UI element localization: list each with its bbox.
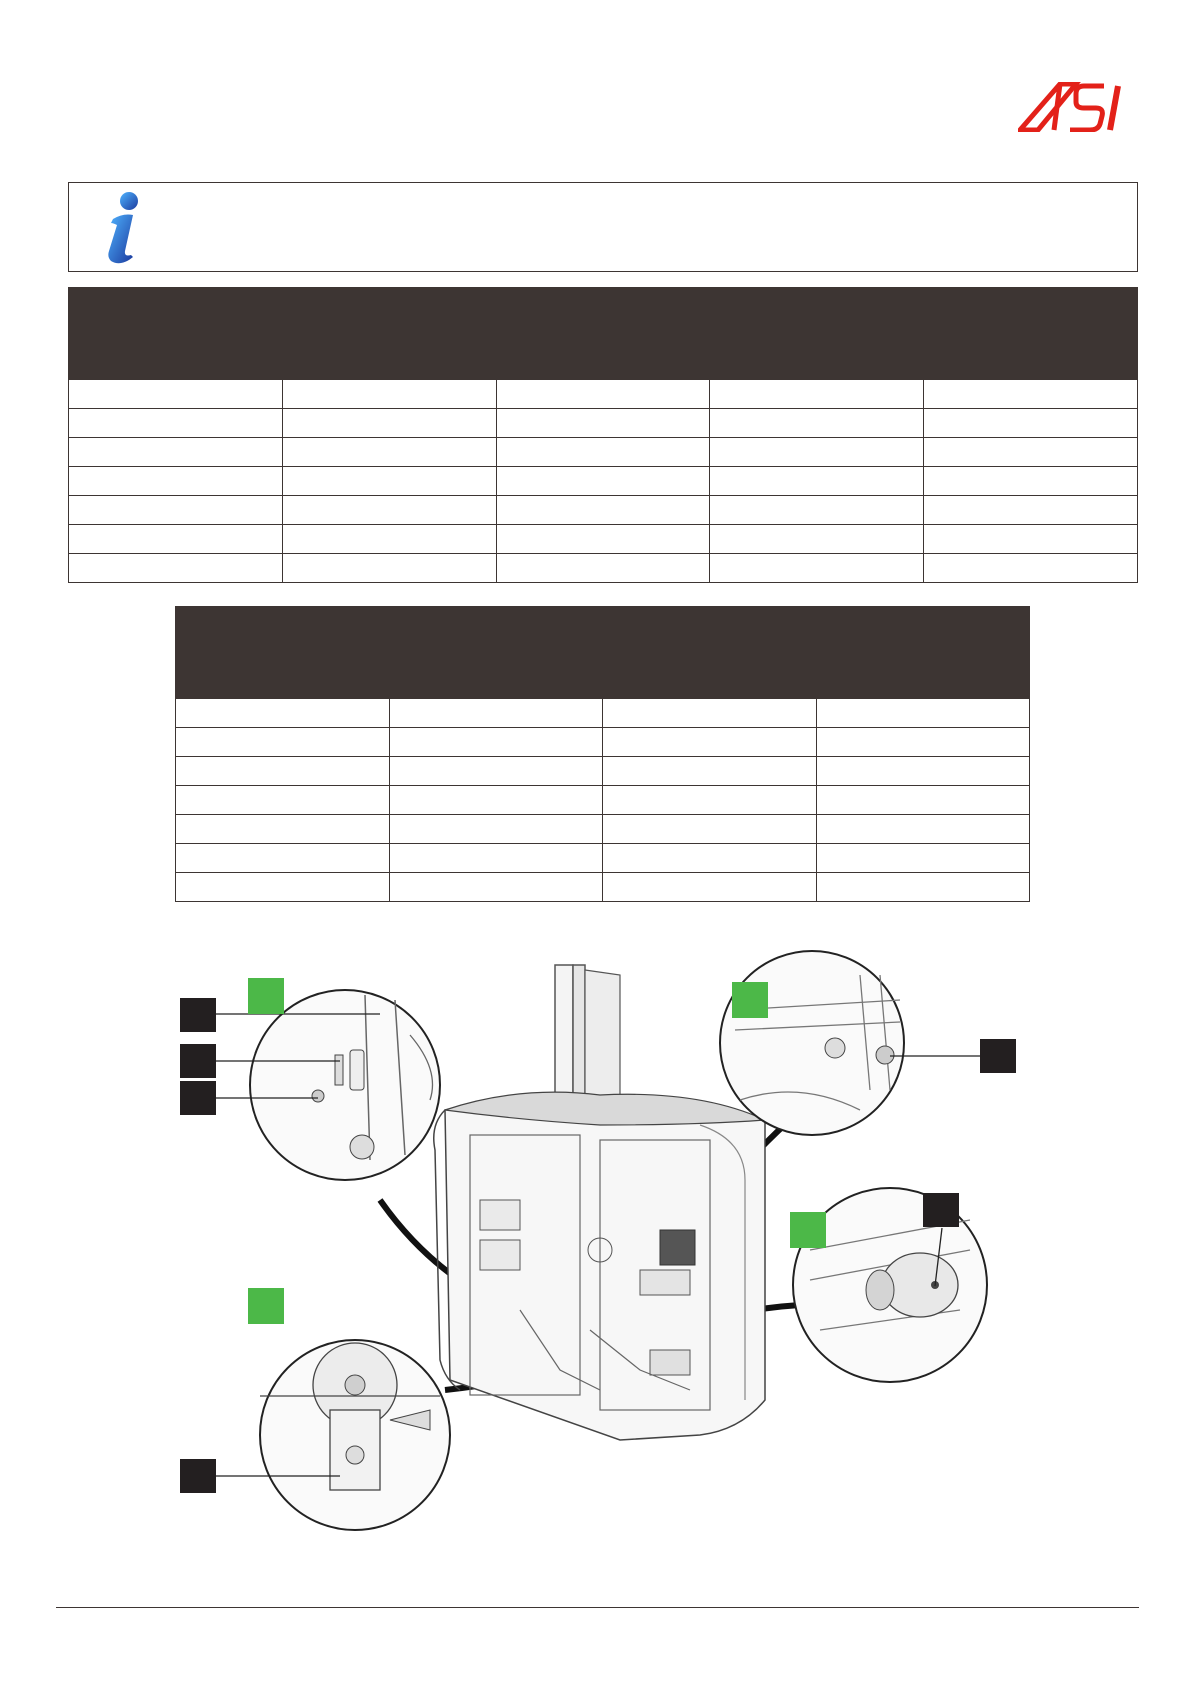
table-cell <box>816 844 1030 873</box>
table-a-title <box>69 288 1138 322</box>
info-note-box <box>68 182 1138 272</box>
table-cell <box>710 467 924 496</box>
table-cell <box>924 525 1138 554</box>
table-a-header <box>496 322 710 380</box>
table-cell <box>603 757 817 786</box>
table-cell <box>282 525 496 554</box>
table-cell <box>924 409 1138 438</box>
table-cell <box>389 699 603 728</box>
table-cell <box>710 380 924 409</box>
table-cell <box>282 554 496 583</box>
table-cell <box>282 467 496 496</box>
detail-marker <box>790 1212 826 1248</box>
spec-table-b <box>175 606 1030 902</box>
company-logo <box>1018 82 1128 132</box>
table-cell <box>69 409 283 438</box>
table-cell <box>176 873 390 902</box>
table-cell <box>924 554 1138 583</box>
table-cell <box>282 438 496 467</box>
callout-box <box>180 1459 216 1493</box>
table-cell <box>176 728 390 757</box>
table-cell <box>603 815 817 844</box>
table-row <box>176 815 1030 844</box>
table-cell <box>816 815 1030 844</box>
table-cell <box>816 786 1030 815</box>
table-cell <box>710 525 924 554</box>
table-a-header <box>282 322 496 380</box>
table-row <box>69 554 1138 583</box>
table-row <box>69 467 1138 496</box>
spec-table-a <box>68 287 1138 583</box>
table-cell <box>389 873 603 902</box>
callout-box <box>180 998 216 1032</box>
table-row <box>176 757 1030 786</box>
table-cell <box>496 409 710 438</box>
footer-divider <box>56 1607 1139 1608</box>
table-row <box>176 873 1030 902</box>
table-cell <box>710 496 924 525</box>
table-cell <box>69 438 283 467</box>
table-cell <box>496 554 710 583</box>
table-a-header <box>69 322 283 380</box>
table-row <box>176 844 1030 873</box>
table-a-header <box>710 322 924 380</box>
table-cell <box>69 496 283 525</box>
table-cell <box>69 525 283 554</box>
table-row <box>176 786 1030 815</box>
table-cell <box>816 873 1030 902</box>
table-cell <box>710 554 924 583</box>
table-cell <box>816 757 1030 786</box>
table-cell <box>176 699 390 728</box>
callout-box <box>923 1193 959 1227</box>
table-cell <box>69 467 283 496</box>
table-row <box>69 409 1138 438</box>
table-b-header <box>176 641 390 699</box>
table-b-header <box>603 641 817 699</box>
table-cell <box>603 844 817 873</box>
callout-box <box>180 1044 216 1078</box>
table-b-header <box>816 641 1030 699</box>
table-row <box>176 699 1030 728</box>
table-cell <box>496 525 710 554</box>
table-cell <box>924 467 1138 496</box>
table-cell <box>816 728 1030 757</box>
table-row <box>69 496 1138 525</box>
info-icon <box>99 191 147 267</box>
table-cell <box>603 873 817 902</box>
table-row <box>69 438 1138 467</box>
table-cell <box>710 409 924 438</box>
table-cell <box>496 467 710 496</box>
table-row <box>69 525 1138 554</box>
table-cell <box>282 380 496 409</box>
detail-marker <box>732 982 768 1018</box>
table-cell <box>496 380 710 409</box>
table-cell <box>389 844 603 873</box>
detail-marker <box>248 1288 284 1324</box>
table-b-title <box>176 607 1030 641</box>
table-cell <box>176 844 390 873</box>
detail-marker <box>248 978 284 1014</box>
table-row <box>176 728 1030 757</box>
table-cell <box>389 757 603 786</box>
table-cell <box>603 728 817 757</box>
table-cell <box>816 699 1030 728</box>
table-cell <box>176 786 390 815</box>
gate-assembly-illustration <box>0 950 1191 1570</box>
table-cell <box>924 438 1138 467</box>
callout-box <box>980 1039 1016 1073</box>
table-cell <box>176 815 390 844</box>
table-cell <box>69 554 283 583</box>
table-cell <box>603 699 817 728</box>
table-a-header <box>924 322 1138 380</box>
table-cell <box>924 380 1138 409</box>
table-cell <box>389 786 603 815</box>
table-row <box>69 380 1138 409</box>
table-cell <box>282 409 496 438</box>
table-cell <box>389 728 603 757</box>
table-cell <box>603 786 817 815</box>
table-cell <box>176 757 390 786</box>
table-cell <box>282 496 496 525</box>
table-cell <box>924 496 1138 525</box>
table-cell <box>496 438 710 467</box>
table-cell <box>710 438 924 467</box>
table-b-header <box>389 641 603 699</box>
table-cell <box>69 380 283 409</box>
table-cell <box>389 815 603 844</box>
table-cell <box>496 496 710 525</box>
callout-box <box>180 1081 216 1115</box>
